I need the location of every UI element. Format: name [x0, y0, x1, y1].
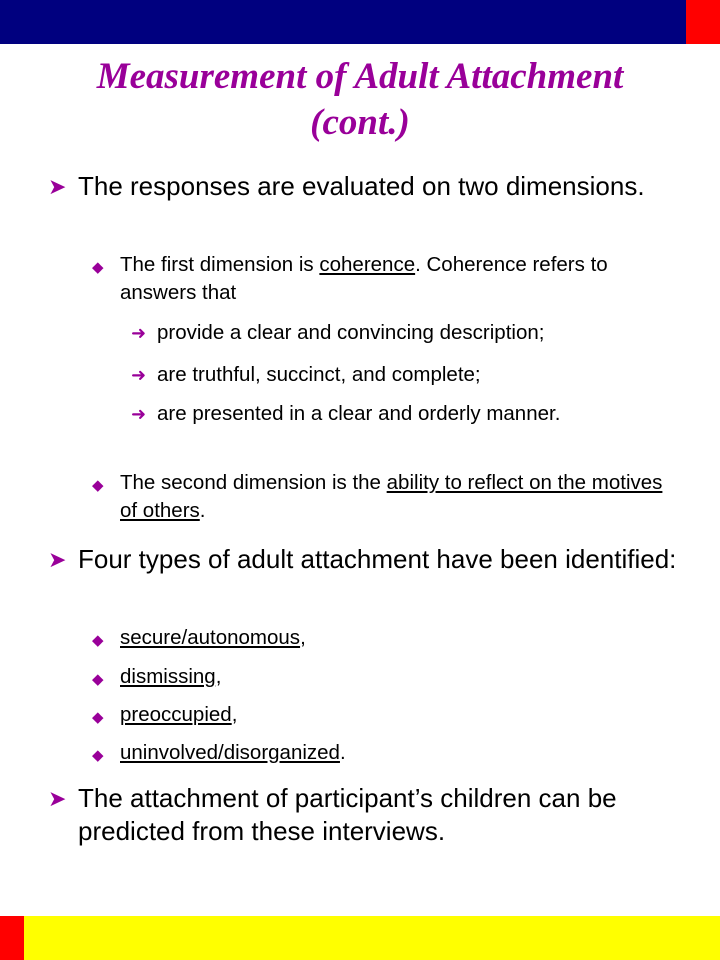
- type-uninvolved: [92, 739, 682, 767]
- bullet-text: The responses are evaluated on two dimensions.: [78, 171, 645, 201]
- term-preoccupied: preoccupied: [120, 703, 232, 726]
- bullet-text: Four types of adult attachment have been identified:: [78, 544, 677, 574]
- text: ,: [231, 703, 238, 726]
- right-arrow-bullet-icon: ➜: [131, 404, 147, 424]
- type-preoccupied: [92, 701, 682, 729]
- bullet-reflect: [92, 469, 682, 525]
- term-dismissing: dismissing: [120, 665, 216, 688]
- term-coherence: coherence: [319, 253, 416, 276]
- sub-bullet-clear: [131, 319, 691, 347]
- right-arrow-bullet-icon: ➜: [131, 365, 147, 385]
- term-reflect: ability to reflect on the motives of others: [120, 471, 663, 522]
- diamond-bullet-icon: ◆: [92, 477, 104, 494]
- bullet-text: The attachment of participant’s children can be predicted from these interviews.: [78, 783, 617, 846]
- term-uninvolved: uninvolved/disorganized: [120, 741, 340, 764]
- text: The second dimension is the: [120, 471, 387, 494]
- right-arrow-bullet-icon: ➜: [131, 323, 147, 343]
- type-secure: [92, 624, 682, 652]
- bullet-text: are presented in a clear and orderly manner.: [157, 402, 561, 425]
- title-line-2: (cont.): [310, 102, 410, 143]
- diamond-bullet-icon: ◆: [92, 259, 104, 276]
- bullet-text: provide a clear and convincing description;: [157, 321, 545, 344]
- arrow-bullet-icon: ➤: [48, 174, 67, 199]
- diamond-bullet-icon: ◆: [92, 632, 104, 649]
- type-dismissing: [92, 663, 682, 691]
- bullet-four-types: [48, 543, 688, 576]
- text: ,: [300, 626, 306, 649]
- diamond-bullet-icon: ◆: [92, 709, 104, 726]
- bullet-text: are truthful, succinct, and complete;: [157, 363, 481, 386]
- title-line-1: Measurement of Adult Attachment: [96, 56, 624, 97]
- bottom-banner-yellow: [24, 916, 720, 960]
- top-banner-red: [686, 0, 720, 44]
- text: . Coherence refers to answers that: [120, 253, 608, 304]
- sub-bullet-truthful: [131, 361, 691, 389]
- bullet-responses: [48, 170, 688, 203]
- bullet-prediction: [48, 782, 688, 848]
- diamond-bullet-icon: ◆: [92, 671, 104, 688]
- slide-title: [20, 54, 700, 146]
- text: The first dimension is: [120, 253, 320, 276]
- top-banner-blue: [0, 0, 686, 44]
- text: .: [199, 499, 206, 522]
- bottom-banner-red: [0, 916, 24, 960]
- sub-bullet-orderly: [131, 400, 691, 428]
- text: ,: [215, 665, 222, 688]
- arrow-bullet-icon: ➤: [48, 547, 67, 572]
- arrow-bullet-icon: ➤: [48, 786, 67, 811]
- diamond-bullet-icon: ◆: [92, 747, 104, 764]
- bullet-coherence: [92, 251, 682, 307]
- text: .: [339, 741, 346, 764]
- term-secure: secure/autonomous: [120, 626, 301, 649]
